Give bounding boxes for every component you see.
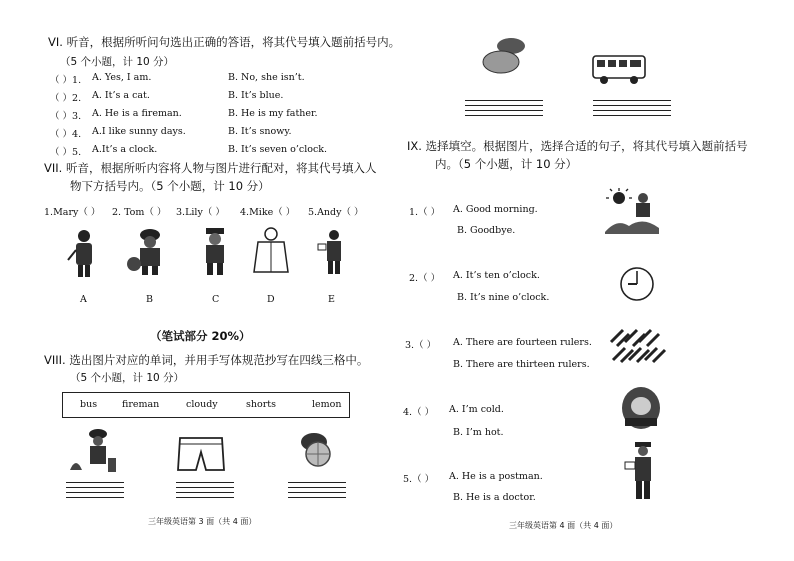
option-a: A. I’m cold. xyxy=(449,404,504,415)
writing-lines[interactable] xyxy=(66,482,124,502)
section-vii-title-cont: 物下方括号内。（5 个小题，计 10 分） xyxy=(70,179,270,193)
option-b: B. It’s snowy. xyxy=(228,126,292,137)
word-bank-word: bus xyxy=(80,399,98,410)
rulers-icon xyxy=(609,328,665,362)
picture-letter: C xyxy=(212,294,220,305)
option-b: B. It’s blue. xyxy=(228,90,284,101)
option-a: A.I like sunny days. xyxy=(92,126,186,137)
picture-letter: A xyxy=(80,294,87,305)
section-viii-title: VIII. 选出图片对应的单词，并用手写体规范抄写在四线三格中。 xyxy=(44,353,369,367)
page-footer: 三年级英语第 4 面（共 4 面） xyxy=(509,521,618,530)
name-blank[interactable]: 2. Tom（ ） xyxy=(112,207,167,218)
option-a: A. It’s a cat. xyxy=(92,90,150,101)
picture-letter: D xyxy=(267,294,275,305)
sunrise-icon xyxy=(605,188,659,234)
question-number[interactable]: 2.（ ） xyxy=(409,273,441,284)
name-blank[interactable]: 5.Andy（ ） xyxy=(308,207,364,218)
question-number[interactable]: （ ）5. xyxy=(50,147,82,158)
option-a: A.It’s a clock. xyxy=(92,144,158,155)
writing-lines[interactable] xyxy=(288,482,346,502)
question-number[interactable]: （ ）1. xyxy=(50,75,82,86)
policewoman-icon xyxy=(66,228,102,278)
section-vi-subtitle: （5 个小题，计 10 分） xyxy=(60,56,175,68)
word-bank-word: shorts xyxy=(246,399,276,410)
option-b: B. It’s nine o’clock. xyxy=(457,292,550,303)
option-a: A. Good morning. xyxy=(453,204,538,215)
cold-child-icon xyxy=(619,384,663,430)
option-a: A. It’s ten o’clock. xyxy=(453,270,540,281)
writing-lines[interactable] xyxy=(465,100,543,120)
option-b: B. He is a doctor. xyxy=(453,492,536,503)
option-a: A. Yes, I am. xyxy=(92,72,152,83)
police-officer-icon xyxy=(198,226,232,276)
shorts-icon xyxy=(176,436,226,474)
cloudy-icon xyxy=(481,34,531,76)
word-bank-word: lemon xyxy=(312,399,342,410)
picture-letter: B xyxy=(146,294,153,305)
postman-icon xyxy=(318,228,348,276)
picture-letter: E xyxy=(328,294,335,305)
option-b: B. There are thirteen rulers. xyxy=(453,359,590,370)
section-vii-title: VII. 听音，根据所听内容将人物与图片进行配对，将其代号填入人 xyxy=(44,161,377,175)
clock-icon xyxy=(619,266,655,302)
question-number[interactable]: 5.（ ） xyxy=(403,474,435,485)
option-b: B. It’s seven o’clock. xyxy=(228,144,328,155)
page-footer: 三年级英语第 3 面（共 4 面） xyxy=(148,517,257,526)
option-a: A. He is a postman. xyxy=(449,471,543,482)
option-b: B. I’m hot. xyxy=(453,427,504,438)
section-ix-title-cont: 内。（5 个小题，计 10 分） xyxy=(435,157,578,171)
question-number[interactable]: 4.（ ） xyxy=(403,407,435,418)
word-bank-word: fireman xyxy=(122,399,160,410)
option-a: A. He is a fireman. xyxy=(92,108,182,119)
writing-lines[interactable] xyxy=(593,100,671,120)
question-number[interactable]: 3.（ ） xyxy=(405,340,437,351)
option-b: B. Goodbye. xyxy=(457,225,516,236)
fireman-icon xyxy=(66,426,122,476)
option-b: B. No, she isn’t. xyxy=(228,72,305,83)
lemon-icon xyxy=(296,428,336,468)
fireman-icon xyxy=(126,226,172,276)
question-number[interactable]: （ ）3. xyxy=(50,111,82,122)
section-viii-subtitle: （5 个小题，计 10 分） xyxy=(70,372,185,384)
right-page xyxy=(397,0,794,561)
question-number[interactable]: 1.（ ） xyxy=(409,207,441,218)
question-number[interactable]: （ ）2. xyxy=(50,93,82,104)
bus-icon xyxy=(591,52,647,86)
name-blank[interactable]: 3.Lily（ ） xyxy=(176,207,225,218)
writing-lines[interactable] xyxy=(176,482,234,502)
section-ix-title: IX. 选择填空。根据图片，选择合适的句子，将其代号填入题前括号 xyxy=(407,139,748,153)
question-number[interactable]: （ ）4. xyxy=(50,129,82,140)
name-blank[interactable]: 1.Mary（ ） xyxy=(44,207,101,218)
section-vi-title: VI. 听音，根据所听问句选出正确的答语，将其代号填入题前括号内。 xyxy=(48,35,401,49)
postman-icon xyxy=(625,440,661,502)
doctor-icon xyxy=(250,226,292,276)
word-bank-word: cloudy xyxy=(186,399,218,410)
option-a: A. There are fourteen rulers. xyxy=(453,337,592,348)
option-b: B. He is my father. xyxy=(228,108,318,119)
written-part-heading: （笔试部分 20%） xyxy=(150,329,251,343)
name-blank[interactable]: 4.Mike（ ） xyxy=(240,207,296,218)
